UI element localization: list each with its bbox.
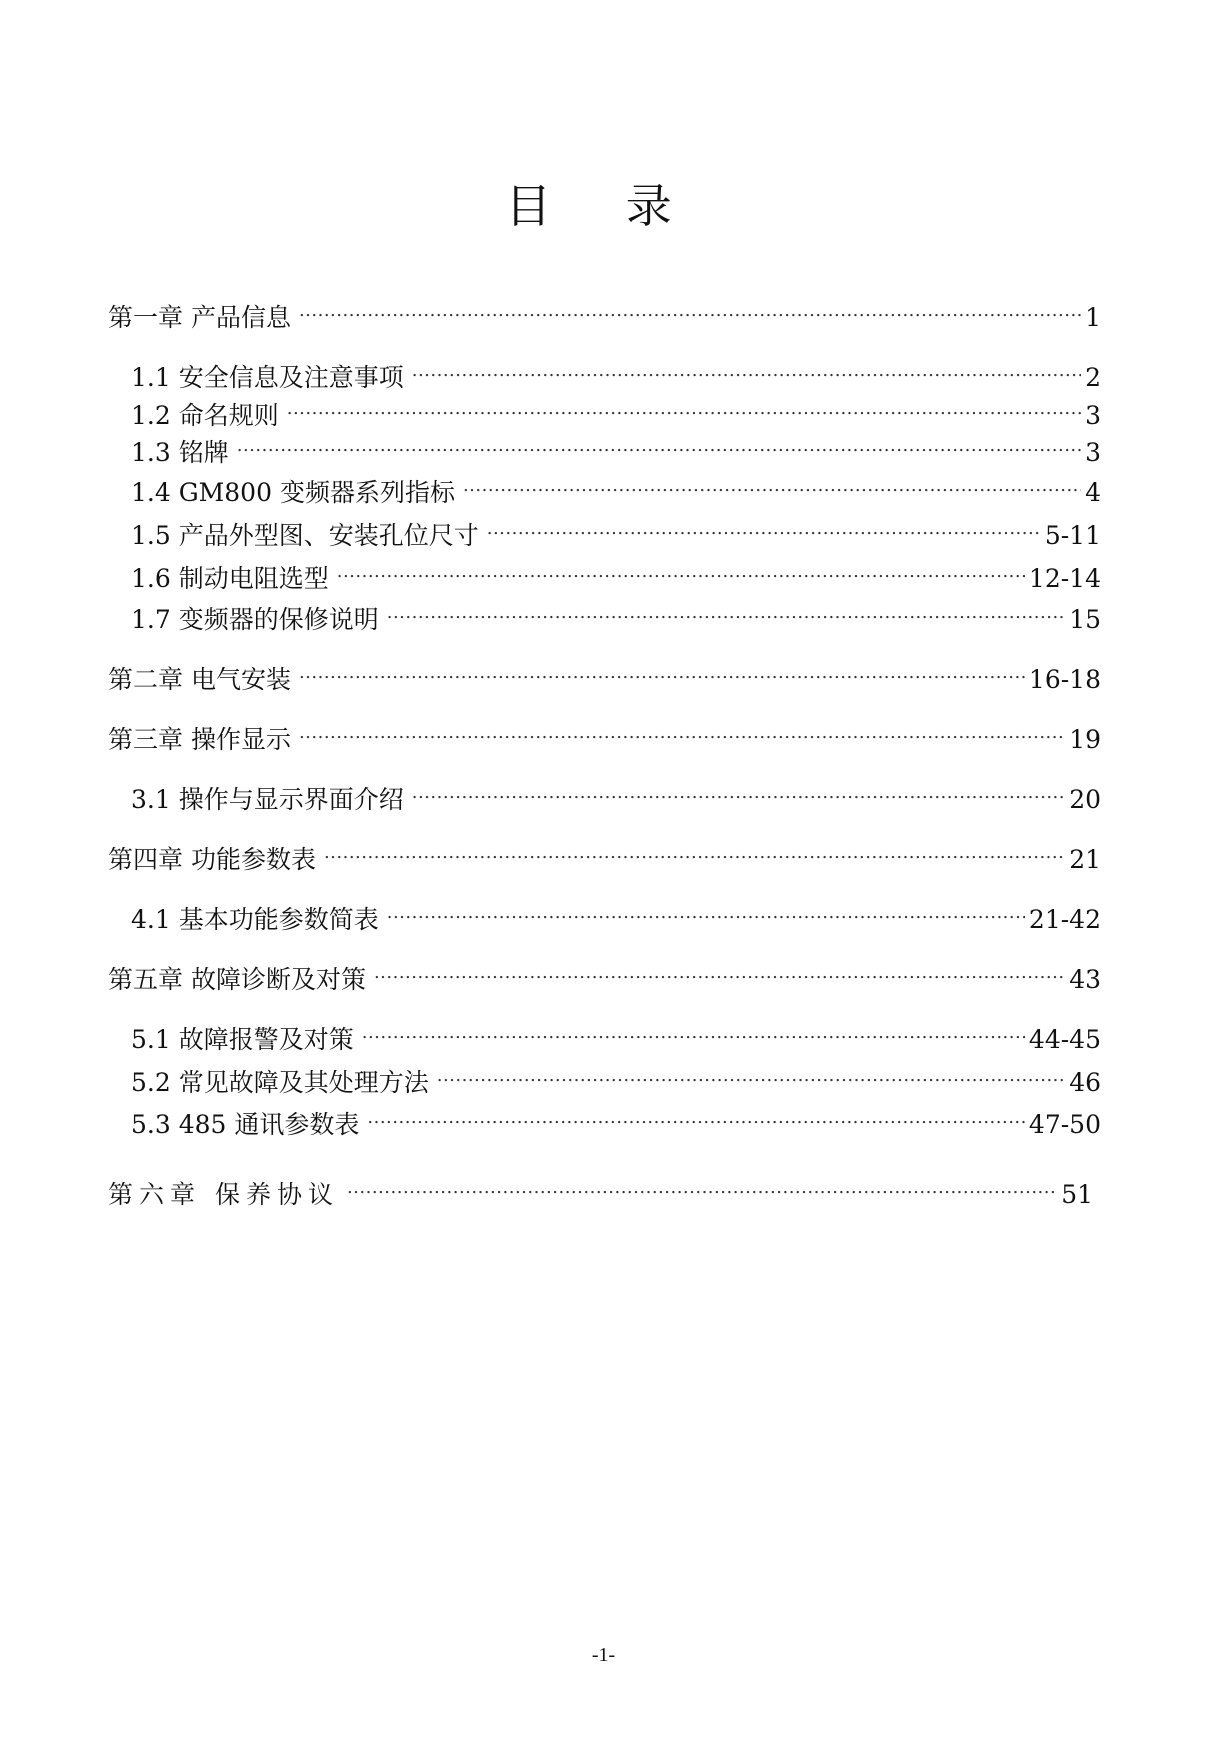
toc-entry-page: 20 [1069, 785, 1101, 814]
toc-entry-section-1-3[interactable] [131, 427, 1101, 470]
toc-entry-chapter-2[interactable] [108, 654, 1101, 697]
toc-entry-label: 1.2 命名规则 [131, 401, 279, 430]
toc-entry-section-4-1[interactable] [131, 894, 1101, 937]
dot-leader [287, 390, 1081, 424]
toc-entry-page: 16-18 [1028, 665, 1101, 694]
toc-entry-page: 43 [1069, 965, 1101, 994]
toc-entry-label: 5.1 故障报警及对策 [131, 1025, 354, 1054]
toc-entry-section-1-4[interactable] [131, 467, 1101, 510]
toc-entry-page: 2 [1085, 363, 1101, 392]
toc-entry-page: 51 [1061, 1180, 1093, 1209]
page-title: 目 录 [505, 179, 702, 233]
toc-entry-label: 1.7 变频器的保修说明 [131, 605, 379, 634]
toc-entry-page: 46 [1069, 1068, 1101, 1097]
toc-entry-page: 4 [1085, 478, 1101, 507]
toc-entry-page: 47-50 [1028, 1110, 1101, 1139]
toc-entry-section-1-7[interactable] [131, 594, 1101, 637]
toc-entry-label: 第一章 产品信息 [108, 303, 291, 332]
dot-leader [237, 427, 1081, 461]
dot-leader [463, 467, 1081, 501]
dot-leader [299, 654, 1025, 688]
toc-entry-page: 12-14 [1028, 564, 1101, 593]
toc-entry-label: 4.1 基本功能参数简表 [131, 905, 379, 934]
dot-leader [487, 510, 1041, 544]
toc-entry-page: 21-42 [1028, 905, 1101, 934]
toc-entry-page: 21 [1069, 845, 1101, 874]
toc-entry-page: 5-11 [1044, 521, 1101, 550]
toc-entry-page: 3 [1085, 401, 1101, 430]
toc-entry-label: 第三章 操作显示 [108, 725, 291, 754]
toc-entry-section-5-1[interactable] [131, 1014, 1101, 1057]
dot-leader [362, 1014, 1025, 1048]
dot-leader [374, 954, 1065, 988]
toc-entry-chapter-3[interactable] [108, 714, 1101, 757]
dot-leader [387, 894, 1025, 928]
dot-leader [299, 292, 1081, 326]
toc-entry-label: 1.1 安全信息及注意事项 [131, 363, 404, 392]
toc-entry-label: 1.4 GM800 变频器系列指标 [131, 478, 455, 507]
dot-leader [367, 1099, 1025, 1133]
page-number: -1- [591, 1644, 616, 1666]
toc-entry-label: 1.6 制动电阻选型 [131, 564, 329, 593]
toc-entry-section-5-3[interactable] [131, 1099, 1101, 1142]
toc-entry-section-1-1[interactable] [131, 352, 1101, 395]
toc-entry-label: 第五章 故障诊断及对策 [108, 965, 366, 994]
toc-entry-page: 15 [1069, 605, 1101, 634]
dot-leader [337, 553, 1025, 587]
dot-leader [347, 1169, 1057, 1203]
toc-entry-label: 3.1 操作与显示界面介绍 [131, 785, 404, 814]
dot-leader [299, 714, 1065, 748]
toc-entry-section-1-5[interactable] [131, 510, 1101, 553]
toc-entry-label: 1.5 产品外型图、安装孔位尺寸 [131, 521, 479, 550]
toc-entry-label: 5.2 常见故障及其处理方法 [131, 1068, 429, 1097]
toc-entry-page: 1 [1085, 303, 1101, 332]
toc-entry-section-1-6[interactable] [131, 553, 1101, 596]
dot-leader [437, 1057, 1065, 1091]
toc-entry-page: 44-45 [1028, 1025, 1101, 1054]
dot-leader [412, 774, 1065, 808]
dot-leader [412, 352, 1081, 386]
toc-entry-label: 第四章 功能参数表 [108, 845, 316, 874]
dot-leader [324, 834, 1065, 868]
toc-entry-section-3-1[interactable] [131, 774, 1101, 817]
toc-entry-chapter-5[interactable] [108, 954, 1101, 997]
toc-entry-page: 3 [1085, 438, 1101, 467]
toc-entry-label: 第二章 电气安装 [108, 665, 291, 694]
dot-leader [387, 594, 1065, 628]
toc-entry-chapter-6[interactable] [108, 1169, 1093, 1212]
toc-entry-chapter-4[interactable] [108, 834, 1101, 877]
toc-entry-label: 5.3 485 通讯参数表 [131, 1110, 360, 1139]
toc-entry-section-5-2[interactable] [131, 1057, 1101, 1100]
toc-entry-label: 第六章 保养协议 [108, 1180, 339, 1209]
toc-entry-page: 19 [1069, 725, 1101, 754]
toc-entry-chapter-1[interactable] [108, 292, 1101, 335]
toc-entry-label: 1.3 铭牌 [131, 438, 229, 467]
